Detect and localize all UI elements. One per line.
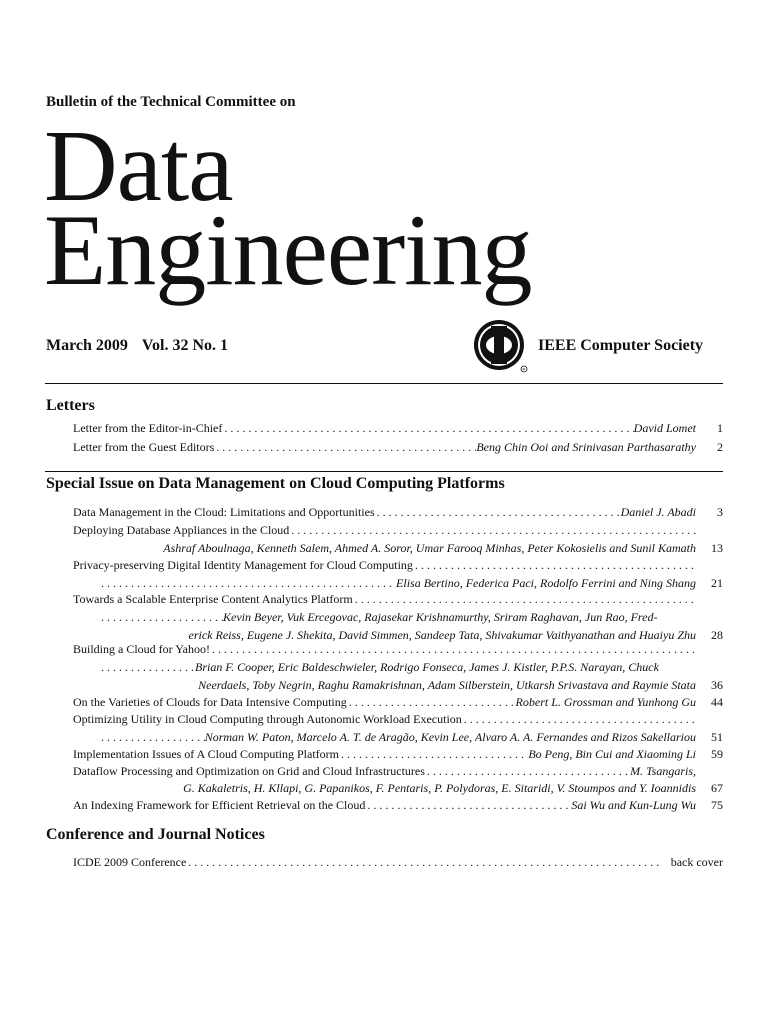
bulletin-heading: Bulletin of the Technical Committee on <box>46 94 296 110</box>
toc-entry-continuation <box>73 779 723 797</box>
toc-entry-page: 2 <box>717 440 723 454</box>
toc-entry-authors: Robert L. Grossman and Yunhong Gu <box>515 695 696 709</box>
toc-leader-dots <box>353 590 696 608</box>
toc-entry-article[interactable] <box>73 521 723 539</box>
toc-entry-article[interactable] <box>73 693 723 711</box>
toc-entry-article[interactable] <box>73 503 723 521</box>
toc-entry-title: Building a Cloud for Yahoo! <box>73 642 211 656</box>
toc-entry-authors: Neerdaels, Toby Negrin, Raghu Ramakrishnan, Adam Silberstein, Utkarsh Srivastava and Raymie Stata <box>198 678 696 692</box>
toc-entry-authors: Daniel J. Abadi <box>620 505 696 519</box>
toc-leader-dots <box>214 438 476 456</box>
society-name: IEEE Computer Society <box>538 337 704 354</box>
toc-leader-dots <box>73 658 195 676</box>
toc-entry-authors: Ashraf Aboulnaga, Kenneth Salem, Ahmed A. Soror, Umar Farooq Minhas, Peter Kokosielis and Sunil Kamath <box>163 541 696 555</box>
toc-entry-page: 21 <box>711 576 723 590</box>
toc-entry-page: 67 <box>711 781 723 795</box>
toc-entry-article[interactable] <box>73 640 723 658</box>
toc-entry-authors: Brian F. Cooper, Eric Baldeschwieler, Rodrigo Fonseca, James J. Kistler, P.P.S. Narayan, Chuck <box>195 660 659 674</box>
toc-entry-article[interactable] <box>73 556 723 574</box>
toc-leader-dots <box>375 503 621 521</box>
toc-entry-letter-guest-editors[interactable] <box>73 438 723 456</box>
toc-entry-page: 75 <box>711 798 723 812</box>
toc-leader-dots <box>425 762 630 780</box>
ieee-cs-logo-icon <box>472 318 530 376</box>
masthead-title-data: Data <box>44 110 233 223</box>
section-divider <box>45 471 723 472</box>
toc-entry-authors: M. Tsangaris, <box>630 764 696 778</box>
toc-leader-dots <box>289 521 696 539</box>
toc-entry-page: back cover <box>670 855 723 869</box>
toc-entry-article[interactable] <box>73 762 723 780</box>
toc-leader-dots <box>210 640 696 658</box>
toc-entry-letter-editor[interactable] <box>73 419 723 437</box>
toc-entry-page: 3 <box>717 505 723 519</box>
toc-entry-authors: Norman W. Paton, Marcelo A. T. de Aragão, Kevin Lee, Alvaro A. A. Fernandes and Rizos Sakellariou <box>204 730 696 744</box>
toc-leader-dots <box>365 796 571 814</box>
toc-entry-continuation <box>73 658 723 676</box>
issue-info <box>46 337 228 355</box>
toc-entry-title: An Indexing Framework for Efficient Retrieval on the Cloud <box>73 798 366 812</box>
toc-leader-dots <box>339 745 528 763</box>
toc-entry-conference[interactable] <box>73 853 723 871</box>
toc-entry-page: 1 <box>717 421 723 435</box>
toc-entry-authors: erick Reiss, Eugene J. Shekita, David Simmen, Sandeep Tata, Shivakumar Vaithyanathan and Huaiyu Zhu <box>188 628 696 642</box>
toc-entry-page: 59 <box>711 747 723 761</box>
toc-entry-authors: Sai Wu and Kun-Lung Wu <box>571 798 696 812</box>
toc-entry-title: Data Management in the Cloud: Limitations and Opportunities <box>73 505 375 519</box>
toc-entry-page: 51 <box>711 730 723 744</box>
toc-leader-dots <box>347 693 516 711</box>
toc-entry-page: 36 <box>711 678 723 692</box>
toc-entry-article[interactable] <box>73 796 723 814</box>
toc-entry-page: 44 <box>711 695 723 709</box>
toc-entry-title: Privacy-preserving Digital Identity Management for Cloud Computing <box>73 558 413 572</box>
toc-leader-dots <box>73 608 223 626</box>
toc-entry-article[interactable] <box>73 745 723 763</box>
toc-leader-dots <box>222 419 633 437</box>
toc-entry-title: Letter from the Guest Editors <box>73 440 215 454</box>
section-heading-conference-notices: Conference and Journal Notices <box>46 826 265 843</box>
issue-date: March 2009 <box>46 337 128 354</box>
toc-entry-continuation <box>73 539 723 557</box>
toc-leader-dots <box>462 710 696 728</box>
toc-entry-authors: G. Kakaletris, H. Kllapi, G. Papanikos, F. Pentaris, P. Polydoras, E. Sitaridi, V. Stoumpos and Y. Ioannidis <box>183 781 696 795</box>
section-heading-letters: Letters <box>46 397 95 414</box>
masthead-title-engineering: Engineering <box>44 194 532 307</box>
toc-entry-title: ICDE 2009 Conference <box>73 855 187 869</box>
toc-entry-continuation <box>73 728 723 746</box>
svg-text:R: R <box>522 366 526 372</box>
toc-entry-page: 13 <box>711 541 723 555</box>
toc-entry-title: Optimizing Utility in Cloud Computing through Autonomic Workload Execution <box>73 712 462 726</box>
toc-entry-authors: Kevin Beyer, Vuk Ercegovac, Rajasekar Krishnamurthy, Sriram Raghavan, Jun Rao, Fred- <box>223 610 658 624</box>
toc-entry-authors: David Lomet <box>633 421 696 435</box>
toc-entry-title: Deploying Database Appliances in the Cloud <box>73 523 290 537</box>
toc-entry-authors: Bo Peng, Bin Cui and Xiaoming Li <box>528 747 696 761</box>
toc-entry-title: Towards a Scalable Enterprise Content Analytics Platform <box>73 592 353 606</box>
toc-leader-dots <box>413 556 696 574</box>
toc-entry-article[interactable] <box>73 590 723 608</box>
toc-entry-title: On the Varieties of Clouds for Data Intensive Computing <box>73 695 347 709</box>
toc-entry-authors: Elisa Bertino, Federica Paci, Rodolfo Ferrini and Ning Shang <box>396 576 696 590</box>
section-divider <box>45 383 723 384</box>
issue-volume: Vol. 32 No. 1 <box>141 337 229 354</box>
toc-entry-title: Letter from the Editor-in-Chief <box>73 421 223 435</box>
toc-entry-continuation <box>73 608 723 626</box>
toc-leader-dots <box>186 853 663 871</box>
section-heading-special-issue: Special Issue on Data Management on Cloud Computing Platforms <box>46 475 505 492</box>
toc-entry-authors: Beng Chin Ooi and Srinivasan Parthasarathy <box>476 440 696 454</box>
toc-entry-article[interactable] <box>73 710 723 728</box>
toc-entry-continuation <box>73 676 723 694</box>
toc-leader-dots <box>73 728 205 746</box>
toc-entry-title: Implementation Issues of A Cloud Computing Platform <box>73 747 339 761</box>
toc-entry-page: 28 <box>711 628 723 642</box>
toc-entry-title: Dataflow Processing and Optimization on Grid and Cloud Infrastructures <box>73 764 425 778</box>
